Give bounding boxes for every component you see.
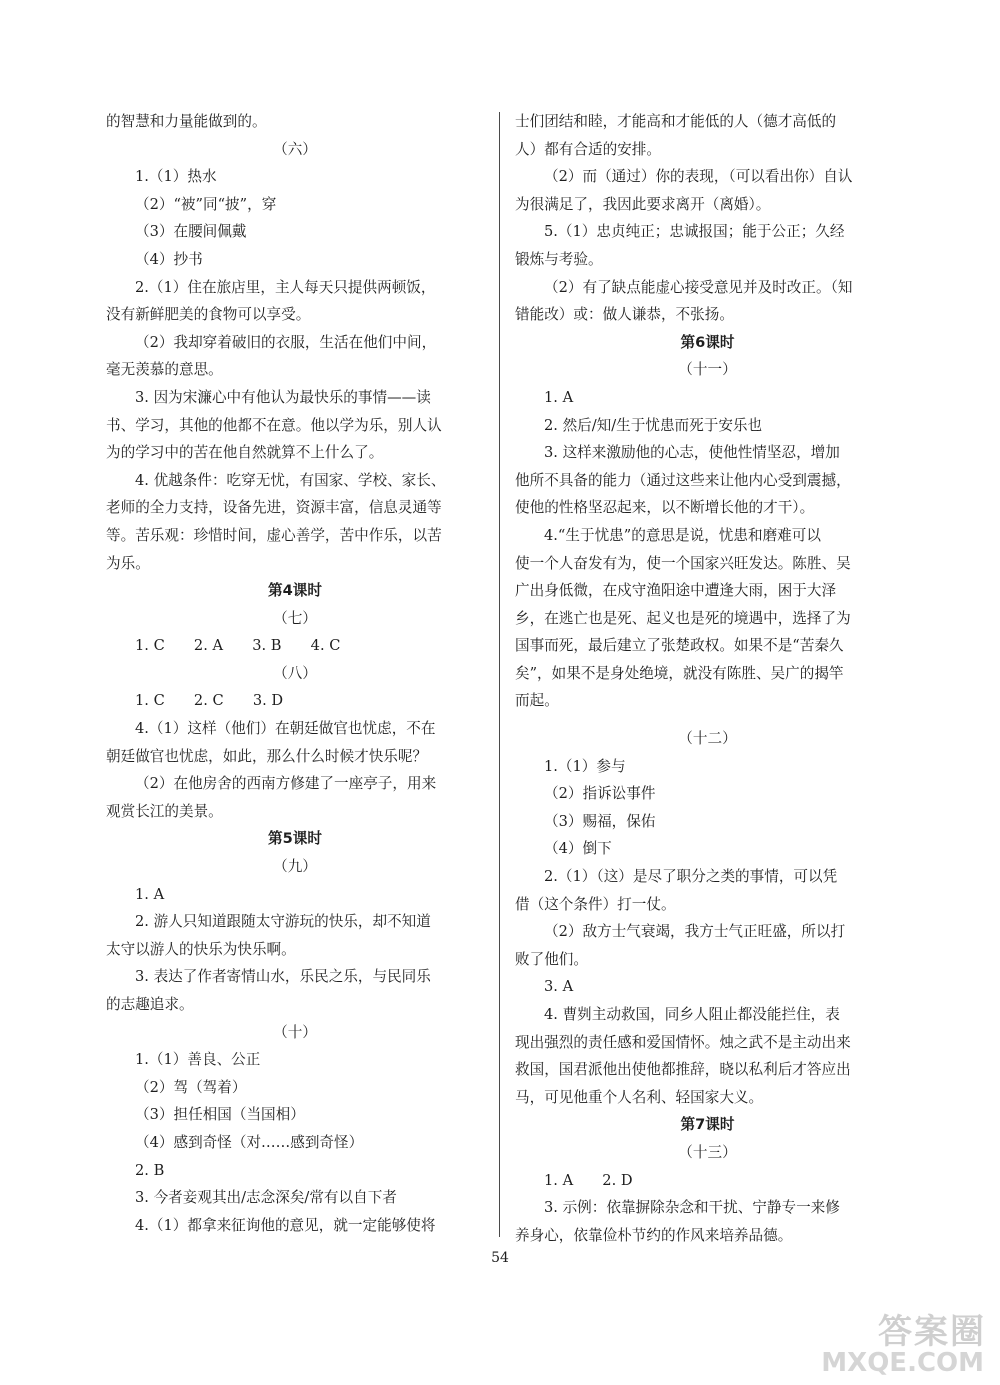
text-line: （4）倒下 [544,840,612,858]
text-line: 现出强烈的责任感和爱国情怀。烛之武不是主动出来 [515,1033,851,1051]
section-heading: 第7课时 [680,1116,735,1134]
text-line: （十二） [678,730,737,748]
text-line: （九） [273,858,317,876]
watermark-title: 答案圈 [878,1312,986,1352]
text-line: 书、学习，其他的他都不在意。他以学为乐，别人认 [106,416,442,434]
text-line: 1. A [135,885,165,903]
text-line: 4.（1）这样（他们）在朝廷做官也忧虑，不在 [135,720,436,738]
text-line: 1.（1）热水 [135,168,217,186]
section-heading: 第6课时 [680,333,735,351]
watermark-url: MXQE.COM [821,1348,984,1378]
text-line: 毫无羡慕的意思。 [106,361,223,379]
text-line: 2. B [135,1161,165,1179]
text-line: 的志趣追求。 [106,996,194,1013]
text-line: 错能改）或：做人谦恭，不张扬。 [515,306,734,324]
right-column [515,108,900,1249]
page-number: 54 [491,1250,509,1266]
text-line: 3. A [544,978,574,996]
text-line: 1. C 2. C 3. D [135,692,284,710]
text-line: 老师的全力支持，设备先进，资源丰富，信息灵通等 [106,499,442,517]
text-line: 为很满足了，我因此要求离开（离婚）。 [515,195,771,213]
watermark-logo [796,1304,986,1380]
text-line: 士们团结和睦，才能高和才能低的人（德才高低的 [515,113,837,130]
text-line: 使一个人奋发有为，使一个国家兴旺发达。陈胜、吴 [515,554,851,572]
text-line: 等。苦乐观：珍惜时间，虚心善学，苦中作乐，以苦 [106,526,442,544]
text-line: 他所不具备的能力（通过这些来让他内心受到震撼， [515,471,851,489]
text-line: 太守以游人的快乐为快乐啊。 [106,940,296,958]
text-line: 乡，在逃亡也是死、起义也是死的境遇中，选择了为 [515,609,851,627]
text-line: 4.“生于忧患”的意思是说，忧患和磨难可以 [544,526,821,544]
text-line: （十） [273,1023,317,1041]
text-line: 3. 因为宋濂心中有他认为最快乐的事情——读 [135,388,431,406]
text-line: （2）驾（驾着） [135,1078,247,1096]
text-line: （十一） [678,361,737,379]
column-divider [499,112,500,1237]
text-line: 观赏长江的美景。 [106,802,223,820]
text-line: 矣”，如果不是身处绝境，就没有陈胜、吴广的揭竿 [515,664,844,682]
text-line: 1. A [544,388,574,406]
section-heading: 第5课时 [268,830,322,848]
text-line: （2）指诉讼事件 [544,785,656,803]
text-line: （2）在他房舍的西南方修建了一座亭子，用来 [135,775,437,793]
text-line: 4. 优越条件：吃穿无忧，有国家、学校、家长、 [135,471,446,489]
text-line: （4）抄书 [135,250,203,268]
text-line: 2. 游人只知道跟随太守游玩的快乐，却不知道 [135,913,431,931]
text-line: 借（这个条件）打一仗。 [515,895,676,913]
text-line: 3. 这样来激励他的心志，使他性情坚忍，增加 [544,444,840,462]
text-line: （六） [273,140,317,158]
text-line: （七） [273,609,317,627]
text-line: 马，可见他重个人名利、轻国家大义。 [515,1088,764,1106]
text-line: 朝廷做官也忧虑，如此，那么什么时候才快乐呢？ [106,747,428,765]
text-line: （3）赐福，保佑 [544,812,656,830]
text-line: 2.（1）住在旅店里，主人每天只提供两顿饭， [135,278,436,296]
text-line: 救国，国君派他出使他都推辞，晓以私利后才答应出 [515,1061,851,1079]
text-line: 4. 曹刿主动救国，同乡人阻止都没能拦住，表 [544,1006,840,1023]
text-line: （3）在腰间佩戴 [135,223,247,241]
text-line: （2）敌方士气衰竭，我方士气正旺盛，所以打 [544,923,846,941]
text-line: 为的学习中的苦在他自然就算不上什么了。 [106,444,384,462]
text-line: 3. 表达了作者寄情山水，乐民之乐，与民同乐 [135,968,431,986]
text-line: （4）感到奇怪（对……感到奇怪） [135,1133,364,1151]
text-line: 人）都有合适的安排。 [515,140,661,158]
text-line: 1. A 2. D [544,1171,633,1189]
text-line: （2）而（通过）你的表现，（可以看出你）自认 [544,168,853,186]
text-line: 锻炼与考验。 [515,250,603,268]
text-line: 的智慧和力量能做到的。 [106,113,267,130]
text-line: 2. 然后/知/生于忧患而死于安乐也 [544,416,763,434]
text-line: （十三） [678,1143,737,1161]
text-line: 而起。 [515,692,559,710]
text-line: 养身心，依靠俭朴节约的作风来培养品德。 [515,1226,793,1244]
text-line: 为乐。 [106,554,150,572]
text-line: 没有新鲜肥美的食物可以享受。 [106,306,311,324]
text-line: 5.（1）忠贞纯正；忠诚报国；能于公正；久经 [544,223,845,241]
text-line: 败了他们。 [515,950,588,968]
text-line: （八） [273,664,317,682]
text-line: （3）担任相国（当国相） [135,1106,305,1124]
text-line: 3. 今者妾观其出/志念深矣/常有以自下者 [135,1189,397,1207]
text-line: 4.（1）都拿来征询他的意见，就一定能够使将 [135,1216,436,1234]
left-column [106,108,484,1239]
text-line: 1.（1）参与 [544,757,626,775]
text-line: 1. C 2. A 3. B 4. C [135,637,341,655]
text-line: （2）有了缺点能虚心接受意见并及时改正。（知 [544,278,853,296]
text-line: 2.（1）（这）是尽了职分之类的事情，可以凭 [544,868,838,886]
section-heading: 第4课时 [268,582,322,600]
text-line: （2）“被”同“披”，穿 [135,195,277,213]
text-line: 使他的性格坚忍起来，以不断增长他的才干）。 [515,499,815,517]
text-line: 3. 示例：依靠摒除杂念和干扰、宁静专一来修 [544,1199,840,1217]
text-line: （2）我却穿着破旧的衣服，生活在他们中间， [135,333,437,351]
text-line: 1.（1）善良、公正 [135,1051,261,1069]
text-line: 国事而死，最后建立了张楚政权。如果不是“苦秦久 [515,637,844,655]
text-line: 广出身低微，在戍守渔阳途中遭逢大雨，困于大泽 [515,582,837,600]
